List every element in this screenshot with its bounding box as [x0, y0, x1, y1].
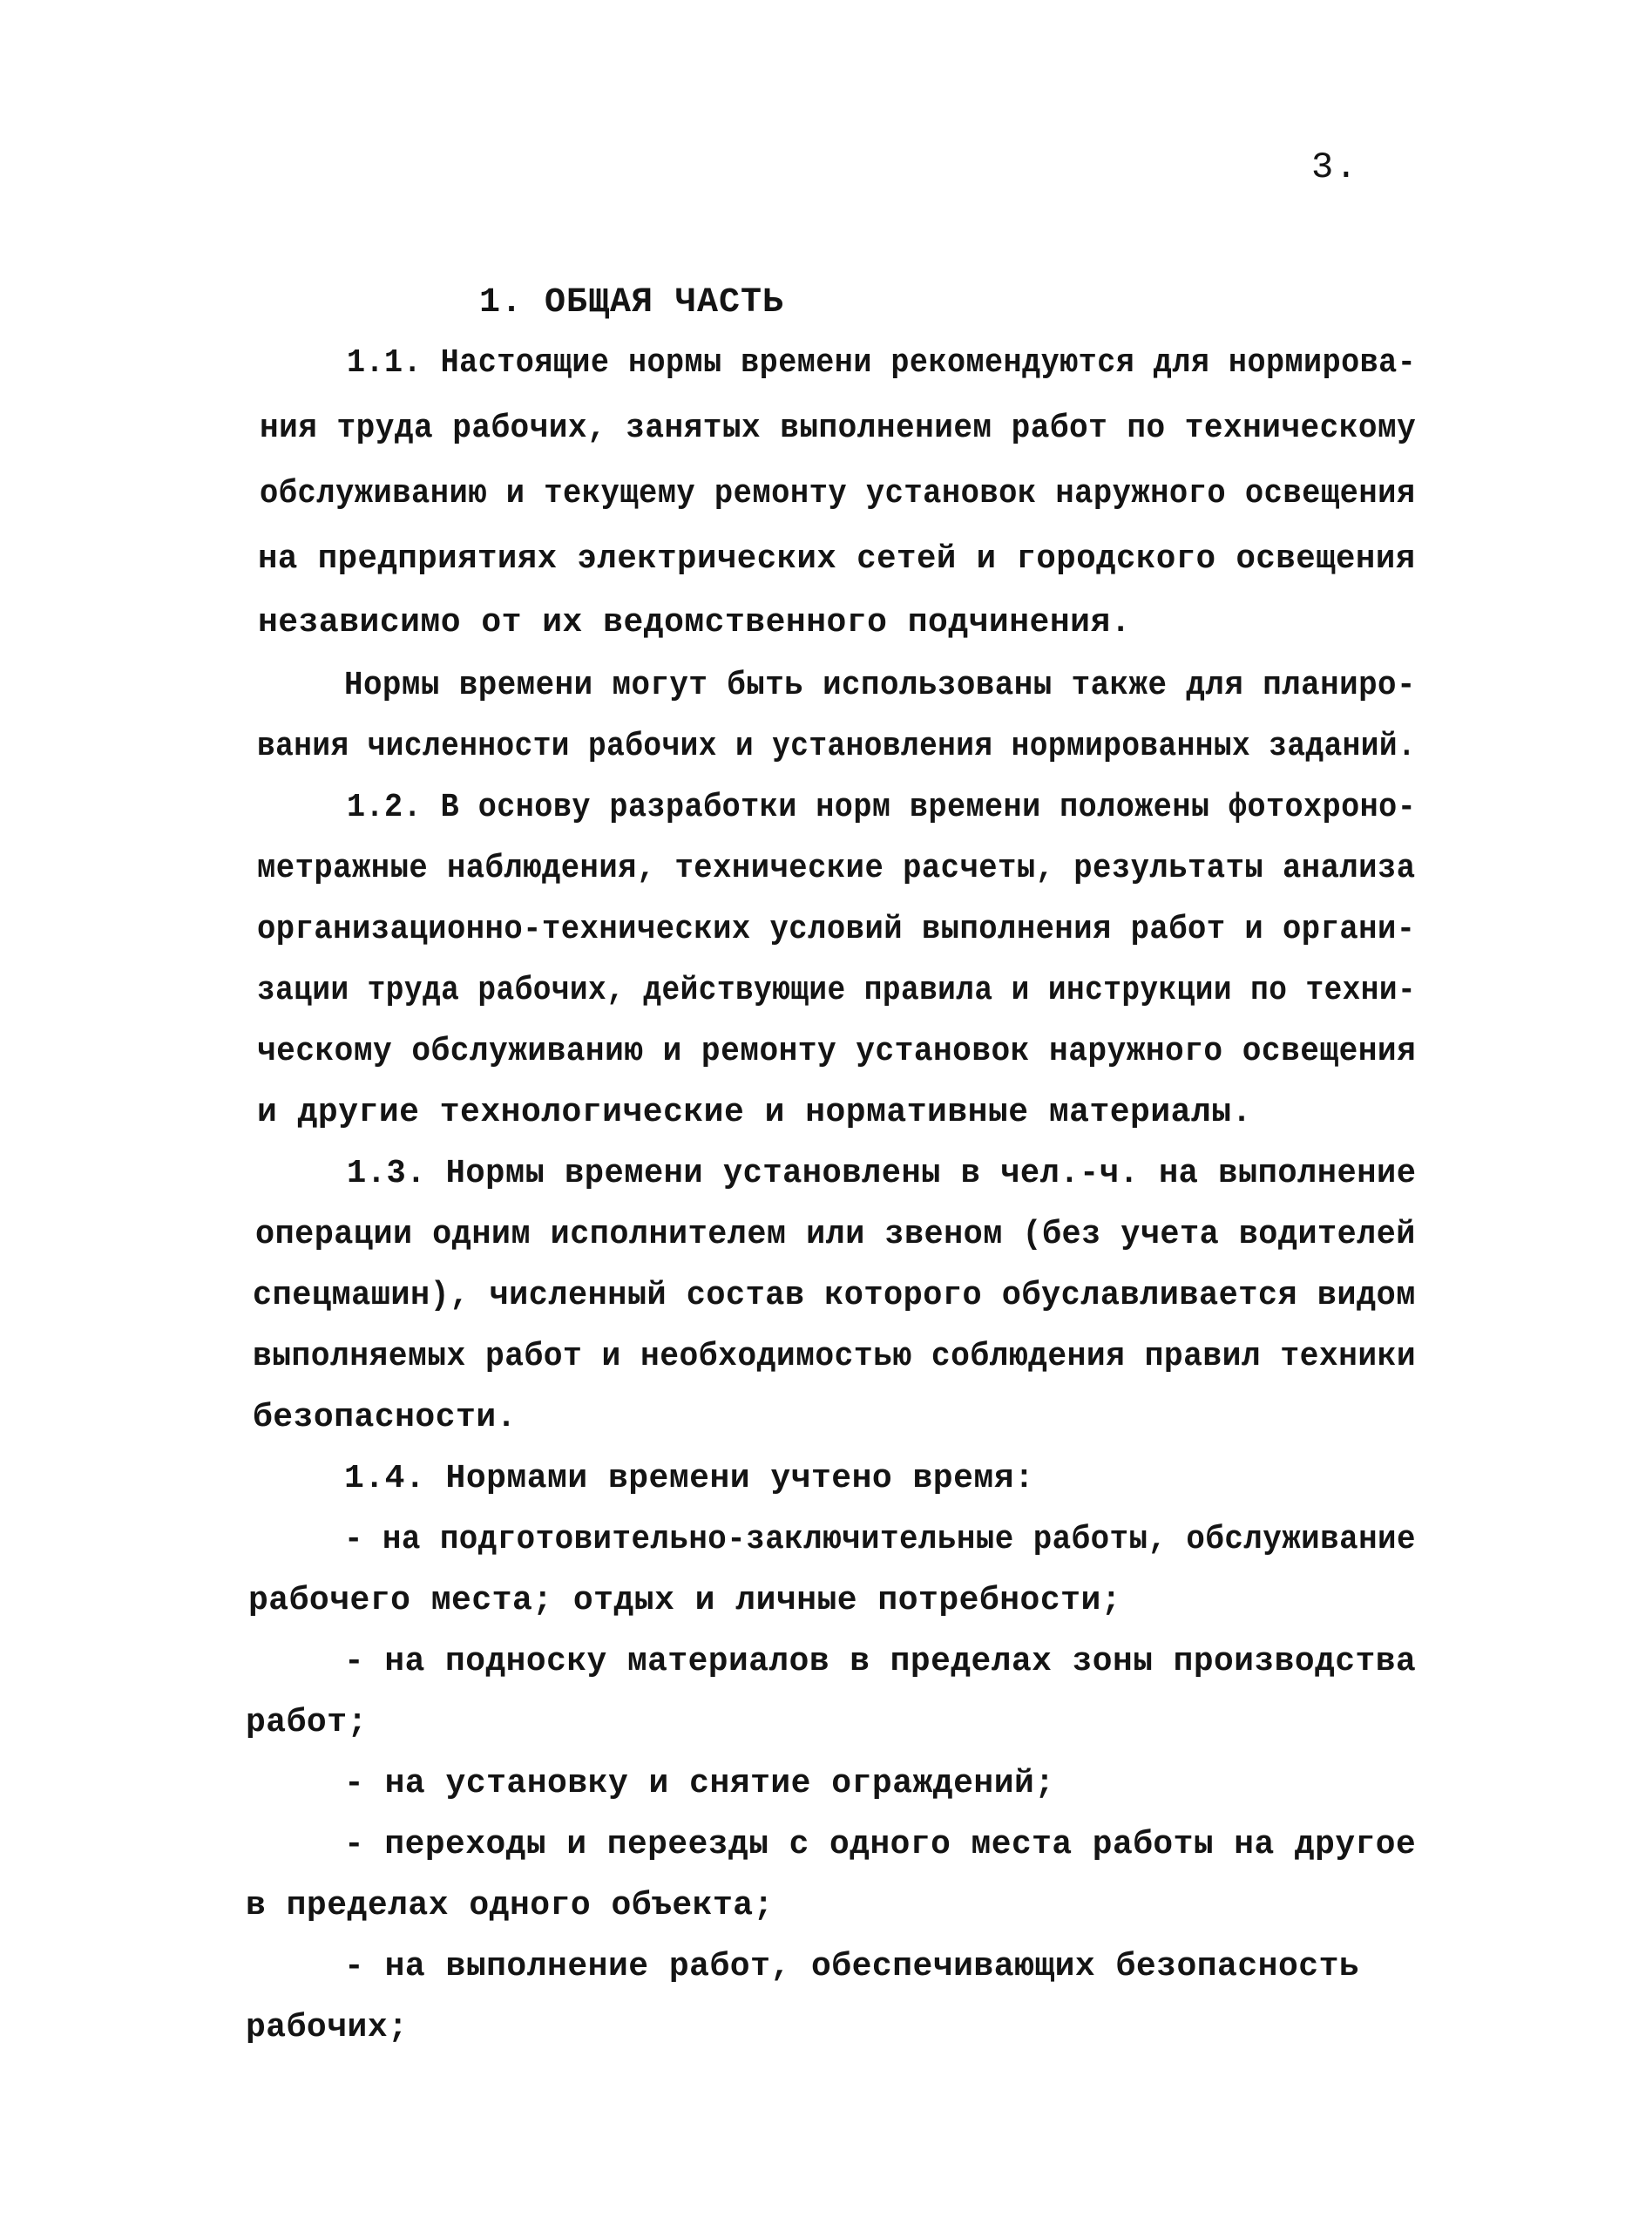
text-line: в пределах одного объекта;	[246, 1887, 774, 1924]
text-line: рабочих;	[246, 2009, 409, 2046]
text-line: обслуживанию и текущему ремонту установок наружного освещения	[260, 475, 1416, 512]
text-line: на предприятиях электрических сетей и городского освещения	[258, 540, 1416, 578]
text-line: 1.4. Нормами времени учтено время:	[344, 1460, 1035, 1497]
text-line: и другие технологические и нормативные материалы.	[257, 1094, 1252, 1131]
section-heading: 1. ОБЩАЯ ЧАСТЬ	[479, 283, 785, 322]
text-line: - на подготовительно-заключительные работы, обслуживание	[344, 1521, 1416, 1558]
text-line: спецмашин), численный состав которого обуславливается видом	[253, 1277, 1416, 1314]
text-line: ческому обслуживанию и ремонту установок наружного освещения	[257, 1033, 1417, 1070]
text-line: безопасности.	[253, 1399, 517, 1436]
text-line: Нормы времени могут быть использованы также для планиро-	[344, 667, 1416, 704]
text-line: 1.1. Настоящие нормы времени рекомендуются для нормирова-	[347, 344, 1417, 382]
text-line: - на установку и снятие ограждений;	[344, 1765, 1055, 1802]
text-line: выполняемых работ и необходимостью соблюдения правил техники	[253, 1338, 1417, 1375]
text-line: независимо от их ведомственного подчинения.	[258, 604, 1132, 641]
text-line: - на подноску материалов в пределах зоны производства	[344, 1643, 1417, 1680]
text-line: метражные наблюдения, технические расчеты, результаты анализа	[257, 850, 1416, 887]
text-line: 1.3. Нормы времени установлены в чел.-ч. на выполнение	[347, 1155, 1417, 1192]
text-line: - переходы и переезды с одного места работы на другое	[344, 1826, 1417, 1863]
text-line: операции одним исполнителем или звеном (без учета водителей	[255, 1216, 1416, 1253]
text-line: 1.2. В основу разработки норм времени положены фотохроно-	[347, 789, 1417, 826]
text-line: работ;	[246, 1704, 368, 1741]
page-number: 3.	[1311, 146, 1359, 188]
text-line: зации труда рабочих, действующие правила и инструкции по техни-	[257, 972, 1417, 1009]
text-line: рабочего места; отдых и личные потребности;	[248, 1582, 1122, 1619]
text-line: вания численности рабочих и установления нормированных заданий.	[257, 728, 1417, 765]
text-line: - на выполнение работ, обеспечивающих безопасность	[344, 1948, 1360, 1985]
text-line: ния труда рабочих, занятых выполнением работ по техническому	[260, 410, 1417, 447]
text-line: организационно-технических условий выполнения работ и органи-	[257, 911, 1416, 948]
